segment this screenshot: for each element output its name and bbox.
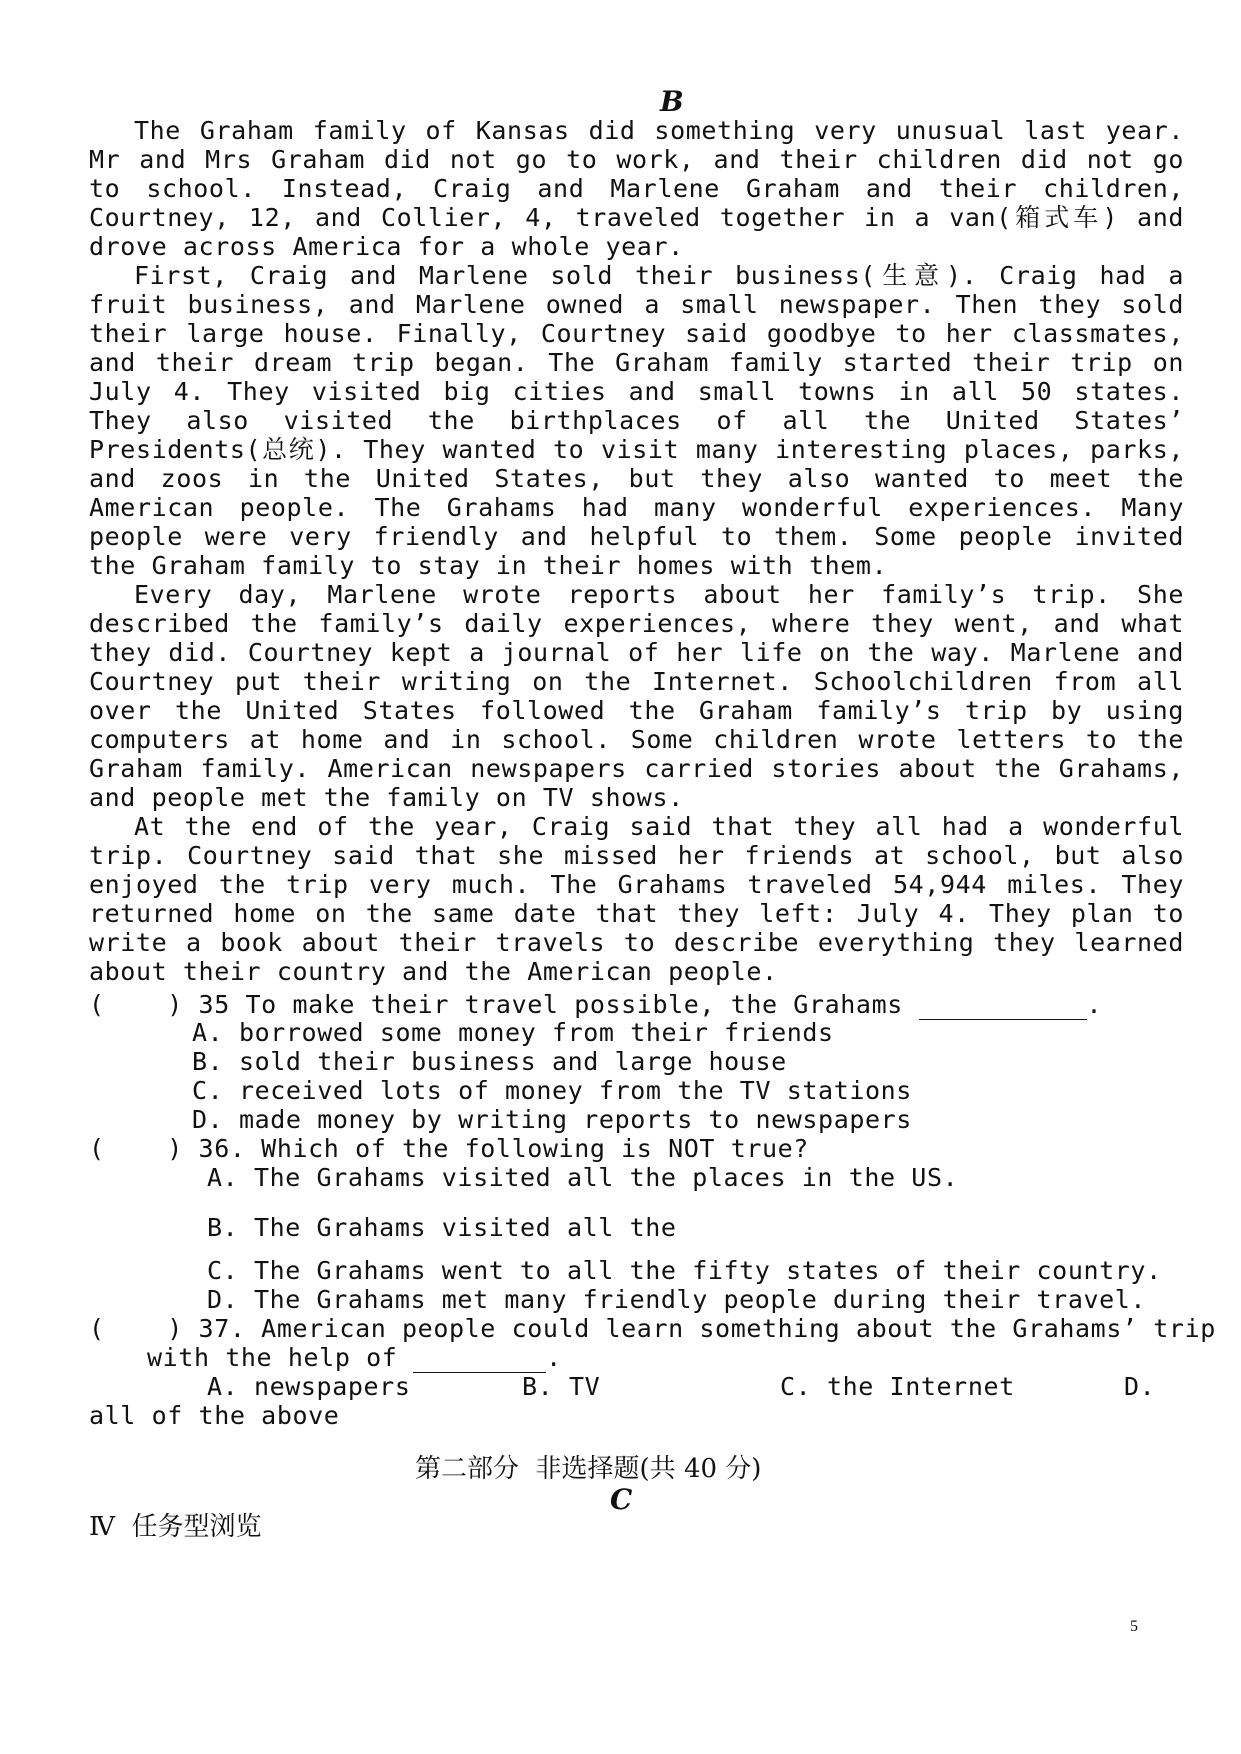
question-35-option-d: D. made money by writing reports to newspapers [192,1105,912,1134]
question-35 [89,990,1102,1020]
section-b-heading: B [660,85,684,118]
question-36-option-d: D. The Grahams met many friendly people during their travel. [207,1285,1147,1314]
section-iv-heading: Ⅳ 任务型浏览 [89,1512,262,1542]
question-36-option-b: B. The Grahams visited all the [207,1213,677,1242]
question-36: ( ) 36. Which of the following is NOT true? [89,1134,809,1163]
question-37-option-b: B. TV [522,1372,601,1401]
answer-blank [919,990,1087,1020]
question-35-option-a: A. borrowed some money from their friends [192,1018,834,1047]
question-35-option-c: C. received lots of money from the TV stations [192,1076,912,1105]
answer-blank [413,1343,546,1373]
question-35-stem: ( ) 35 To make their travel possible, the Grahams [89,990,919,1019]
section-c-heading: C [610,1483,633,1516]
reading-passage [89,116,1184,986]
question-37-stem-continuation: with the help of . [147,1343,562,1372]
passage-paragraph-2: First, Craig and Marlene sold their business(生意). Craig had a fruit business, and Marlene owned a small newspaper. Then they sold their large house. Finally, Courtney said goodbye to her classmates, and their dream trip began. The Graham family started their trip on July 4. They visited big cities and small towns in all 50 states. They also visited the birthplaces of all the United States’ Presidents(总统). They wanted to visit many interesting places, parks, and zoos in the United States, but they also wanted to meet the American people. The Grahams had many wonderful experiences. Many people were very friendly and helpful to them. Some people invited the Graham family to stay in their homes with them. [89,261,1184,580]
question-37-option-d-text: all of the above [89,1401,340,1430]
question-37: ( ) 37. American people could learn something about the Grahams’ trip [89,1314,1216,1343]
question-35-end: . [1086,990,1103,1019]
page-number: 5 [1130,1618,1138,1635]
question-36-option-a: A. The Grahams visited all the places in the US. [207,1163,959,1192]
part-two-heading: 第二部分 非选择题(共 40 分) [415,1454,762,1484]
question-37-option-a: A. newspapers [207,1372,411,1401]
passage-paragraph-3: Every day, Marlene wrote reports about her family’s trip. She described the family’s daily experiences, where they went, and what they did. Courtney kept a journal of her life on the way. Marlene and Courtney put their writing on the Internet. Schoolchildren from all over the United States followed the Graham family’s trip by using computers at home and in school. Some children wrote letters to the Graham family. American newspapers carried stories about the Grahams, and people met the family on TV shows. [89,580,1184,812]
question-37-option-d: D. [1124,1372,1156,1401]
question-37-option-c: C. the Internet [780,1372,1015,1401]
question-35-option-b: B. sold their business and large house [192,1047,787,1076]
passage-paragraph-1: The Graham family of Kansas did something very unusual last year. Mr and Mrs Graham did not go to work, and their children did not go to school. Instead, Craig and Marlene Graham and their children, Courtney, 12, and Collier, 4, traveled together in a van(箱式车) and drove across America for a whole year. [89,116,1184,261]
passage-paragraph-4: At the end of the year, Craig said that they all had a wonderful trip. Courtney said that she missed her friends at school, but also enjoyed the trip very much. The Grahams traveled 54,944 miles. They returned home on the same date that they left: July 4. They plan to write a book about their travels to describe everything they learned about their country and the American people. [89,812,1184,986]
question-36-option-c: C. The Grahams went to all the fifty states of their country. [207,1256,1162,1285]
